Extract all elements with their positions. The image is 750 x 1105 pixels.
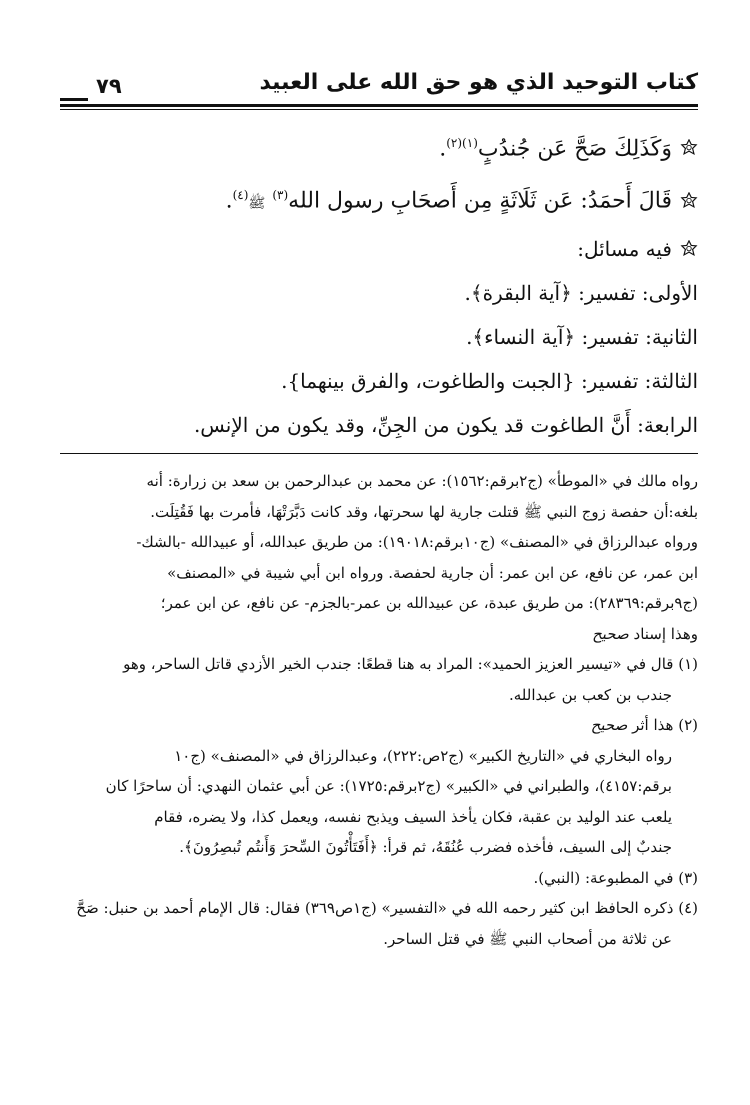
issue-1: الأولى: تفسير: ﴿آية البقرة﴾. — [464, 280, 698, 305]
issue-4: الرابعة: أَنَّ الطاغوت قد يكون من الجِنِّ، وقد يكون من الإنس. — [193, 412, 698, 437]
footnote-divider — [60, 453, 698, 454]
footnote-2-text: (٢) هذا أثر — [632, 716, 698, 734]
text-line-jundub — [53, 120, 698, 172]
main-text — [53, 120, 698, 447]
header-rule — [60, 104, 698, 107]
footnote-2-line: برقم:٤١٥٧)، والطبراني في «الكبير» (ج٢برقم:١٧٢٥): عن أبي عثمان النهدي: أن ساحرًا كان — [105, 777, 672, 795]
issue-2: الثانية: تفسير: ﴿آية النساء﴾. — [466, 324, 698, 349]
honorific: ﷺ — [248, 195, 266, 212]
book-title: كتاب التوحيد الذي هو حق الله على العبيد — [259, 70, 698, 95]
handwritten-grade: صحيح — [592, 624, 629, 643]
footnote-ref-4[interactable]: (٤) — [232, 188, 249, 203]
isnad-text: وهذا إسناد — [633, 624, 698, 643]
star-ornament-icon — [680, 240, 698, 258]
footnote-3: (٣) في المطبوعة: (النبي). — [533, 868, 698, 887]
footnote-ref-1-2[interactable]: (١)(٢) — [446, 136, 478, 150]
footnote-1-cont: جندب بن كعب بن عبدالله. — [508, 685, 672, 704]
footnote-line: بلغه:أن حفصة زوج النبي ﷺ قتلت جارية لها سحرتها، وقد كانت دَبَّرَتْهَا، فأمرت بها فَقُتِلَت. — [150, 502, 698, 521]
footnote-4: (٤) ذكره الحافظ ابن كثير رحمه الله في «التفسير» (ج١ص٣٦٩) فقال: قال الإمام أحمد بن حنبل: صَحَّ — [76, 899, 698, 917]
footnote-line: ابن عمر، عن نافع، عن ابن عمر: أن جارية لحفصة. ورواه ابن أبي شيبة في «المصنف» — [167, 563, 698, 582]
footnotes — [53, 466, 698, 954]
text-line-ahmad — [53, 172, 698, 226]
footnote-1: (١) قال في «تيسير العزيز الحميد»: المراد به هنا قطعًا: جندب الخير الأزدي قاتل الساحر، وهو — [123, 655, 698, 673]
line-end: . — [439, 136, 447, 162]
page-number: ٧٩ — [96, 74, 122, 98]
footnote-4-cont: عن ثلاثة من أصحاب النبي ﷺ في قتل الساحر. — [383, 929, 672, 948]
star-ornament-icon — [680, 139, 698, 157]
isnad-line — [53, 619, 698, 650]
page-header — [60, 68, 698, 114]
issue-3: الثالثة: تفسير: {الجبت والطاغوت، والفرق بينهما}. — [281, 368, 698, 393]
issues-heading — [53, 227, 698, 271]
line-text: وَكَذَلِكَ صَحَّ عَن جُندُبٍ — [477, 136, 672, 162]
footnote-line: (ج٩برقم:٢٨٣٦٩): من طريق عبدة، عن عبيدالله بن عمر-بالجزم- عن نافع، عن ابن عمر؛ — [160, 594, 698, 612]
footnote-2-line: جندبٌ إلى السيف، فأخذه فضرب عُنُقَهُ، ثم قرأ: ﴿أَفَتَأْتُونَ السِّحرَ وَأَنتُم تُبصِرُونَ﴾. — [179, 838, 672, 856]
footnote-ref-3[interactable]: (٣) — [272, 188, 289, 203]
page-number-rule — [60, 98, 88, 101]
line-end: . — [225, 188, 233, 214]
footnote-2 — [53, 710, 698, 741]
line-text: قَالَ أَحمَدُ: عَن ثَلَاثَةٍ مِن أَصحَابِ رسول الله — [288, 188, 672, 214]
footnote-2-line: يلعب عند الوليد بن عقبة، فكان يأخذ السيف ويذبح نفسه، ويعمل كذا، ولا يضره، فقام — [154, 807, 672, 826]
footnote-2-line: رواه البخاري في «التاريخ الكبير» (ج٢ص:٢٢٢)، وعبدالرزاق في «المصنف» (ج١٠ — [174, 746, 672, 765]
issues-title: فيه مسائل: — [577, 236, 672, 261]
star-ornament-icon — [680, 192, 698, 210]
footnote-line: ورواه عبدالرزاق في «المصنف» (ج١٠برقم:١٩٠١٨): من طريق عبدالله، أو عبيدالله -بالشك- — [136, 533, 698, 551]
header-rule-thin — [60, 109, 698, 110]
handwritten-grade: صحيح — [590, 716, 628, 734]
footnote-line: رواه مالك في «الموطأ» (ج٢برقم:١٥٦٢): عن محمد بن عبدالرحمن بن سعد بن زرارة: أنه — [146, 472, 698, 490]
